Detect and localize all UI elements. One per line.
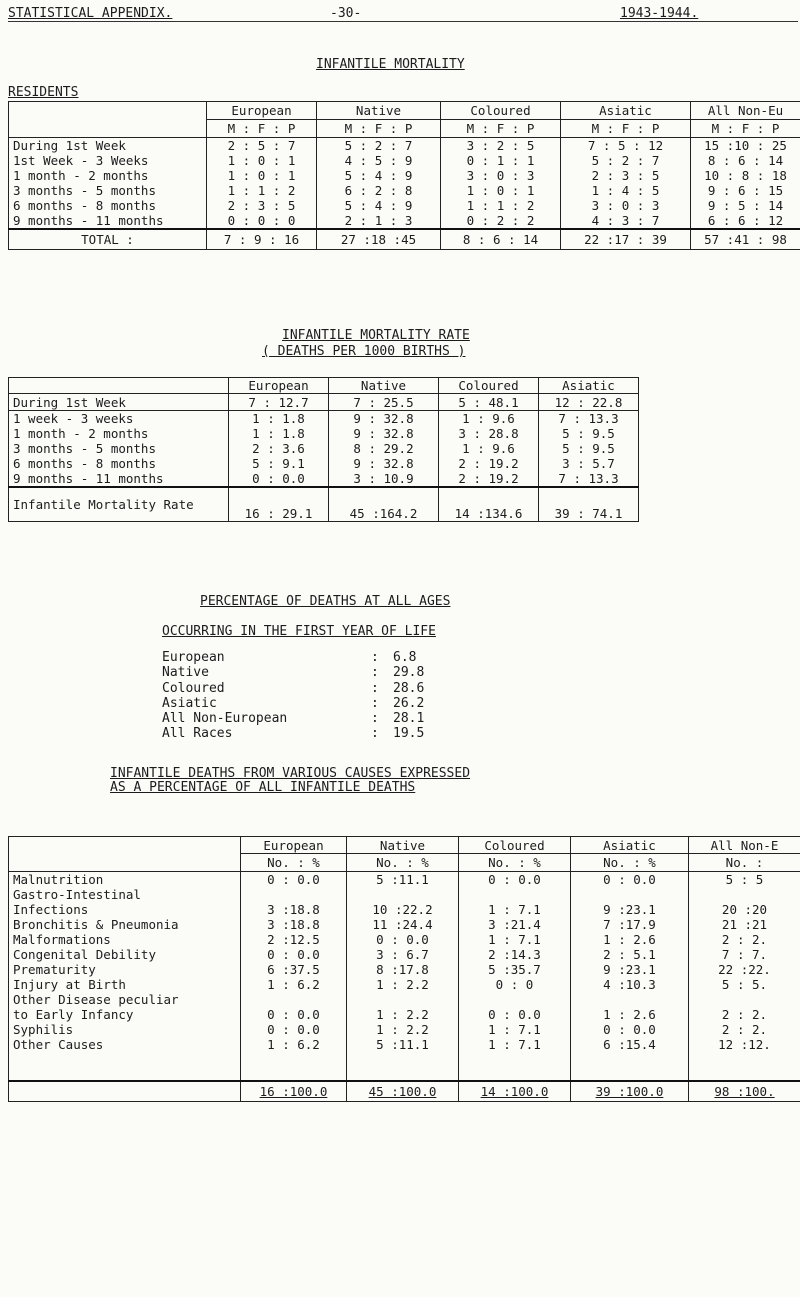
total-label: Infantile Mortality Rate <box>9 487 229 521</box>
total-cell: 7 : 9 : 16 <box>207 229 317 249</box>
table-row <box>9 932 800 947</box>
cell <box>689 887 800 902</box>
causes-table <box>8 836 800 1102</box>
cell: 1 : 2.6 <box>571 1007 689 1022</box>
cell: 3 :21.4 <box>459 917 571 932</box>
cell: 1 : 0 : 1 <box>207 153 317 168</box>
cell: 2 : 3 : 5 <box>561 168 691 183</box>
percentage-value: 6.8 <box>393 650 417 665</box>
cell: 21 :21 <box>689 917 800 932</box>
race-label: Coloured <box>162 680 225 696</box>
cell: 9 : 32.8 <box>329 426 439 441</box>
cell: 8 : 6 : 14 <box>691 153 800 168</box>
cell: 1 : 7.1 <box>459 1022 571 1037</box>
cell: 2 : 3 : 5 <box>207 198 317 213</box>
table-row <box>9 902 800 917</box>
group-header: Asiatic <box>539 378 639 394</box>
race-label: Asiatic <box>162 695 217 711</box>
cell: 12 : 22.8 <box>539 394 639 411</box>
cell <box>241 992 347 1007</box>
table-row <box>9 183 800 198</box>
total-cell: 39 : 74.1 <box>539 487 639 521</box>
residents-label: RESIDENTS <box>8 85 79 100</box>
row-label: 6 months - 8 months <box>9 198 207 213</box>
cell: 1 : 7.1 <box>459 902 571 917</box>
row-label: Bronchitis & Pneumonia <box>9 917 241 932</box>
row-label: 3 months - 5 months <box>9 441 229 456</box>
percentage-list <box>162 650 424 742</box>
table-row <box>9 153 800 168</box>
table-row <box>9 887 800 902</box>
cell: 0 : 0.0 <box>229 471 329 487</box>
group-header: European <box>241 837 347 854</box>
row-label: Other Causes <box>9 1037 241 1081</box>
cell: 7 : 12.7 <box>229 394 329 411</box>
table-row <box>9 138 800 154</box>
cell: 9 : 32.8 <box>329 411 439 427</box>
rate-subtitle: ( DEATHS PER 1000 BIRTHS ) <box>262 344 466 359</box>
separator: : <box>371 665 379 681</box>
cell: 1 : 2.2 <box>347 1022 459 1037</box>
cell: 9 :23.1 <box>571 962 689 977</box>
cell: 1 : 2.2 <box>347 1007 459 1022</box>
list-item <box>162 711 424 726</box>
cell: 15 :10 : 25 <box>691 138 800 154</box>
cell: 2 : 19.2 <box>439 456 539 471</box>
row-label: Congenital Debility <box>9 947 241 962</box>
cell <box>459 887 571 902</box>
separator: : <box>371 695 379 711</box>
cell: 3 : 2 : 5 <box>441 138 561 154</box>
cell: 1 : 1 : 2 <box>207 183 317 198</box>
table-row <box>9 213 800 229</box>
group-header: Native <box>317 102 441 120</box>
sex-subheader: M : F : P <box>317 120 441 138</box>
table-row <box>9 992 800 1007</box>
row-label: 1 month - 2 months <box>9 168 207 183</box>
table-row <box>9 198 800 213</box>
cell <box>571 992 689 1007</box>
total-row <box>9 1081 800 1101</box>
table-row <box>9 917 800 932</box>
race-label: All Races <box>162 726 233 742</box>
cell <box>459 992 571 1007</box>
mortality-table <box>8 101 800 250</box>
group-header: Native <box>347 837 459 854</box>
no-pct-subheader: No. : % <box>347 854 459 872</box>
cell: 0 : 0.0 <box>459 1007 571 1022</box>
cell: 5 :11.1 <box>347 1037 459 1081</box>
group-header: Asiatic <box>571 837 689 854</box>
separator: : <box>371 711 379 727</box>
cell: 7 : 13.3 <box>539 411 639 427</box>
percentage-subtitle: OCCURRING IN THE FIRST YEAR OF LIFE <box>162 624 436 639</box>
total-cell: 45 :164.2 <box>329 487 439 521</box>
mortality-title: INFANTILE MORTALITY <box>316 57 465 72</box>
cell: 1 : 9.6 <box>439 441 539 456</box>
causes-title: INFANTILE DEATHS FROM VARIOUS CAUSES EXPRESSED <box>110 766 471 781</box>
rate-table <box>8 377 639 522</box>
row-label: Malformations <box>9 932 241 947</box>
cell: 5 : 5 <box>689 872 800 888</box>
cell: 3 :18.8 <box>241 902 347 917</box>
percentage-value: 19.5 <box>393 726 425 742</box>
cell <box>347 992 459 1007</box>
cell: 5 : 4 : 9 <box>317 168 441 183</box>
cell: 5 : 9.5 <box>539 426 639 441</box>
group-header: Coloured <box>459 837 571 854</box>
cell: 0 : 0.0 <box>571 1022 689 1037</box>
separator: : <box>371 726 379 742</box>
report-year: 1943-1944. <box>620 6 699 21</box>
cell: 1 : 0 : 1 <box>441 183 561 198</box>
total-cell: 14 :100.0 <box>459 1081 571 1101</box>
total-cell: 14 :134.6 <box>439 487 539 521</box>
cell: 3 : 10.9 <box>329 471 439 487</box>
row-label: 1st Week - 3 Weeks <box>9 153 207 168</box>
corner-cell <box>9 102 207 138</box>
total-cell: 57 :41 : 98 <box>691 229 800 249</box>
cell: 1 : 9.6 <box>439 411 539 427</box>
total-cell: 39 :100.0 <box>571 1081 689 1101</box>
cell: 5 :35.7 <box>459 962 571 977</box>
cell: 0 : 2 : 2 <box>441 213 561 229</box>
cell: 3 : 0 : 3 <box>561 198 691 213</box>
cell: 9 : 5 : 14 <box>691 198 800 213</box>
cell: 1 : 6.2 <box>241 977 347 992</box>
cell: 0 : 0.0 <box>347 932 459 947</box>
cell: 1 : 1.8 <box>229 426 329 441</box>
row-label: During 1st Week <box>9 138 207 154</box>
total-cell: 16 : 29.1 <box>229 487 329 521</box>
group-header: European <box>207 102 317 120</box>
table-row <box>9 947 800 962</box>
cell: 5 : 2 : 7 <box>317 138 441 154</box>
cell: 4 : 5 : 9 <box>317 153 441 168</box>
total-cell: 45 :100.0 <box>347 1081 459 1101</box>
cell: 1 : 4 : 5 <box>561 183 691 198</box>
cell: 2 :12.5 <box>241 932 347 947</box>
row-label: Syphilis <box>9 1022 241 1037</box>
list-item <box>162 650 424 665</box>
cell: 4 : 3 : 7 <box>561 213 691 229</box>
cell: 2 : 5.1 <box>571 947 689 962</box>
no-pct-subheader: No. : <box>689 854 800 872</box>
row-label: 1 month - 2 months <box>9 426 229 441</box>
cell: 12 :12. <box>689 1037 800 1081</box>
cell <box>571 887 689 902</box>
cell: 6 :15.4 <box>571 1037 689 1081</box>
race-label: European <box>162 650 225 665</box>
row-label: Injury at Birth <box>9 977 241 992</box>
total-label: TOTAL : <box>9 229 207 249</box>
cell: 22 :22. <box>689 962 800 977</box>
cell: 6 :37.5 <box>241 962 347 977</box>
cell: 2 : 19.2 <box>439 471 539 487</box>
cell: 0 : 0.0 <box>459 872 571 888</box>
cell: 0 : 0 : 0 <box>207 213 317 229</box>
group-header: All Non-E <box>689 837 800 854</box>
list-item <box>162 681 424 696</box>
cell: 3 :18.8 <box>241 917 347 932</box>
cell: 1 : 1 : 2 <box>441 198 561 213</box>
total-cell: 27 :18 :45 <box>317 229 441 249</box>
total-cell: 22 :17 : 39 <box>561 229 691 249</box>
group-header: Coloured <box>441 102 561 120</box>
cell: 6 : 2 : 8 <box>317 183 441 198</box>
total-row <box>9 229 800 249</box>
cell: 7 : 7. <box>689 947 800 962</box>
cell: 3 : 6.7 <box>347 947 459 962</box>
cell: 3 : 0 : 3 <box>441 168 561 183</box>
cell: 5 : 9.5 <box>539 441 639 456</box>
cell: 9 :23.1 <box>571 902 689 917</box>
cell: 9 : 6 : 15 <box>691 183 800 198</box>
table-row <box>9 411 639 427</box>
cell: 2 : 2. <box>689 1022 800 1037</box>
group-header: European <box>229 378 329 394</box>
cell: 0 : 0.0 <box>241 1022 347 1037</box>
cell: 2 : 2. <box>689 1007 800 1022</box>
sex-subheader: M : F : P <box>561 120 691 138</box>
row-label: to Early Infancy <box>9 1007 241 1022</box>
cell: 5 : 5. <box>689 977 800 992</box>
group-header: Native <box>329 378 439 394</box>
table-row <box>9 471 639 487</box>
cell: 8 : 29.2 <box>329 441 439 456</box>
cell: 1 : 1.8 <box>229 411 329 427</box>
row-label: Other Disease peculiar <box>9 992 241 1007</box>
row-label: Prematurity <box>9 962 241 977</box>
cell: 0 : 0.0 <box>241 947 347 962</box>
cell: 6 : 6 : 12 <box>691 213 800 229</box>
cell: 1 : 2.2 <box>347 977 459 992</box>
cell: 5 : 2 : 7 <box>561 153 691 168</box>
corner-cell <box>9 837 241 872</box>
no-pct-subheader: No. : % <box>459 854 571 872</box>
group-header: Coloured <box>439 378 539 394</box>
cell <box>347 887 459 902</box>
percentage-value: 28.6 <box>393 680 425 696</box>
group-header: Asiatic <box>561 102 691 120</box>
cell <box>689 992 800 1007</box>
cell: 5 :11.1 <box>347 872 459 888</box>
table-row <box>9 456 639 471</box>
cell: 11 :24.4 <box>347 917 459 932</box>
cell: 1 : 2.6 <box>571 932 689 947</box>
table-row <box>9 441 639 456</box>
cell: 2 : 1 : 3 <box>317 213 441 229</box>
separator: : <box>371 680 379 696</box>
percentage-value: 29.8 <box>393 665 425 681</box>
row-label: Gastro-Intestinal <box>9 887 241 902</box>
cell: 2 :14.3 <box>459 947 571 962</box>
cell: 7 :17.9 <box>571 917 689 932</box>
row-label: 3 months - 5 months <box>9 183 207 198</box>
cell: 9 : 32.8 <box>329 456 439 471</box>
no-pct-subheader: No. : % <box>571 854 689 872</box>
row-label: 1 week - 3 weeks <box>9 411 229 427</box>
cell: 1 : 7.1 <box>459 1037 571 1081</box>
page-number: -30- <box>330 6 362 21</box>
percentage-title: PERCENTAGE OF DEATHS AT ALL AGES <box>200 594 451 609</box>
cell: 1 : 7.1 <box>459 932 571 947</box>
table-row <box>9 872 800 888</box>
cell: 5 : 4 : 9 <box>317 198 441 213</box>
percentage-value: 28.1 <box>393 711 425 727</box>
cell: 1 : 6.2 <box>241 1037 347 1081</box>
cell: 7 : 25.5 <box>329 394 439 411</box>
row-label: 6 months - 8 months <box>9 456 229 471</box>
total-row <box>9 487 639 521</box>
header-rule <box>8 21 798 22</box>
cell: 3 : 28.8 <box>439 426 539 441</box>
causes-subtitle: AS A PERCENTAGE OF ALL INFANTILE DEATHS <box>110 780 416 795</box>
cell: 4 :10.3 <box>571 977 689 992</box>
cell: 0 : 0.0 <box>241 872 347 888</box>
table-row <box>9 977 800 992</box>
cell: 2 : 3.6 <box>229 441 329 456</box>
cell: 3 : 5.7 <box>539 456 639 471</box>
table-row <box>9 394 639 411</box>
cell: 2 : 2. <box>689 932 800 947</box>
race-label: Native <box>162 665 209 681</box>
cell: 5 : 9.1 <box>229 456 329 471</box>
total-cell: 98 :100. <box>689 1081 800 1101</box>
cell <box>241 887 347 902</box>
separator: : <box>371 650 379 665</box>
percentage-value: 26.2 <box>393 695 425 711</box>
total-cell: 16 :100.0 <box>241 1081 347 1101</box>
sex-subheader: M : F : P <box>441 120 561 138</box>
table-row <box>9 168 800 183</box>
cell: 5 : 48.1 <box>439 394 539 411</box>
group-header: All Non-Eu <box>691 102 800 120</box>
cell: 1 : 0 : 1 <box>207 168 317 183</box>
row-label: 9 months - 11 months <box>9 213 207 229</box>
cell: 0 : 1 : 1 <box>441 153 561 168</box>
cell: 7 : 13.3 <box>539 471 639 487</box>
race-label: All Non-European <box>162 711 288 727</box>
list-item <box>162 665 424 680</box>
no-pct-subheader: No. : % <box>241 854 347 872</box>
table-row <box>9 1022 800 1037</box>
table-row <box>9 1007 800 1022</box>
appendix-header: STATISTICAL APPENDIX. <box>8 6 173 21</box>
row-label: During 1st Week <box>9 394 229 411</box>
cell: 20 :20 <box>689 902 800 917</box>
total-label <box>9 1081 241 1101</box>
cell: 0 : 0 <box>459 977 571 992</box>
cell: 2 : 5 : 7 <box>207 138 317 154</box>
total-cell: 8 : 6 : 14 <box>441 229 561 249</box>
table-row <box>9 426 639 441</box>
row-label: Infections <box>9 902 241 917</box>
sex-subheader: M : F : P <box>691 120 800 138</box>
row-label: 9 months - 11 months <box>9 471 229 487</box>
cell: 10 : 8 : 18 <box>691 168 800 183</box>
row-label: Malnutrition <box>9 872 241 888</box>
cell: 8 :17.8 <box>347 962 459 977</box>
list-item <box>162 726 424 741</box>
corner-cell <box>9 378 229 394</box>
cell: 0 : 0.0 <box>241 1007 347 1022</box>
list-item <box>162 696 424 711</box>
sex-subheader: M : F : P <box>207 120 317 138</box>
table-row <box>9 1037 800 1081</box>
cell: 0 : 0.0 <box>571 872 689 888</box>
cell: 7 : 5 : 12 <box>561 138 691 154</box>
rate-title: INFANTILE MORTALITY RATE <box>282 328 470 343</box>
cell: 10 :22.2 <box>347 902 459 917</box>
table-row <box>9 962 800 977</box>
